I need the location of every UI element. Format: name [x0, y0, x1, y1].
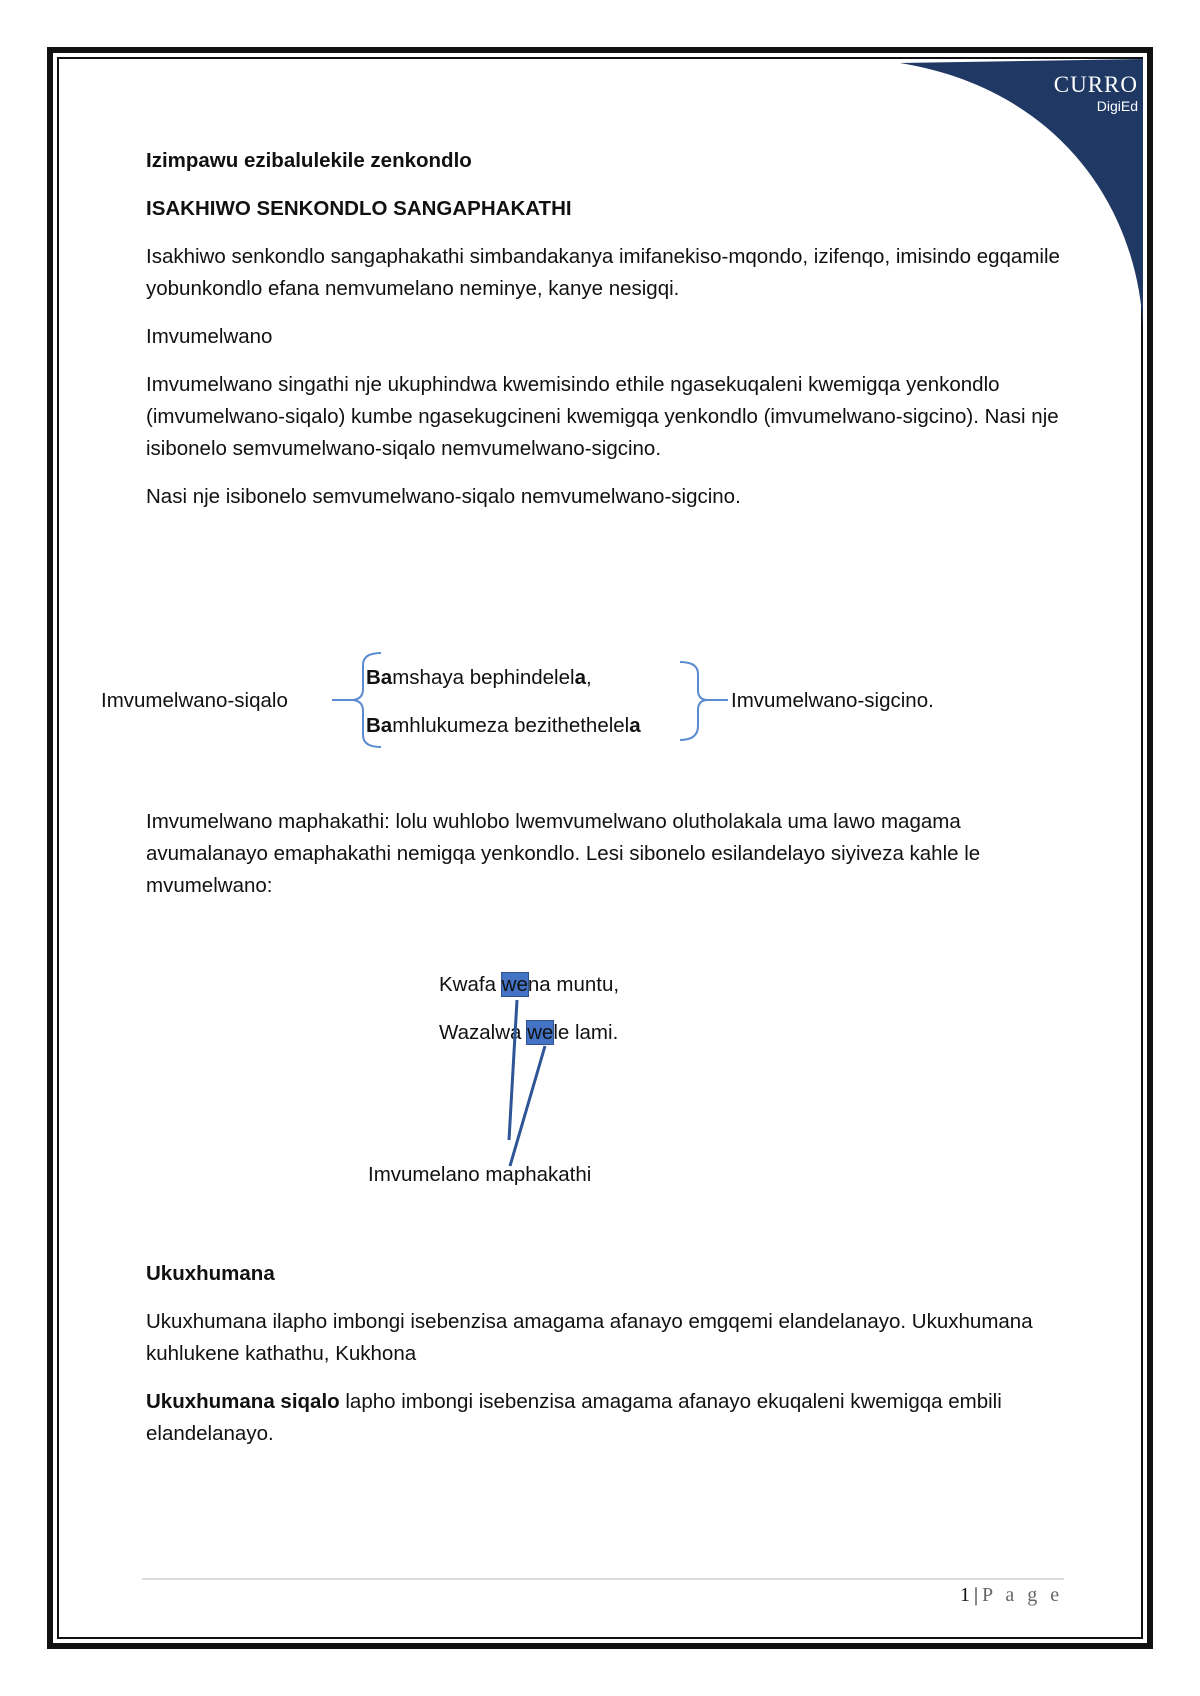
line1-mid: mshaya bephindelel	[392, 666, 575, 689]
label-imvumelwano: Imvumelwano	[146, 325, 273, 348]
internal-caption: Imvumelano maphakathi	[368, 1163, 592, 1186]
line1-punct: ,	[585, 666, 592, 689]
paragraph-nasi: Nasi nje isibonelo semvumelwano-siqalo nemvumelwano-sigcino.	[146, 485, 741, 508]
internal-line1-before: Kwafa	[439, 973, 502, 996]
logo-name: CURRO	[1053, 72, 1138, 97]
line1-start: Ba	[366, 666, 393, 689]
paragraph-isakhiwo: Isakhiwo senkondlo sangaphakathi simbandakanya imifanekiso-mqondo, izifenqo, imisindo egqamile yobunkondlo efana nemvumelano neminye, kanye nesigqi.	[146, 245, 1060, 300]
paragraph-ukuxhumana-siqalo	[146, 1386, 1066, 1450]
definition-ukuxhumana-siqalo: lapho imbongi isebenzisa amagama afanayo ekuqaleni kwemigqa embili elandelanayo.	[146, 1390, 1002, 1445]
paragraph-ukuxhumana: Ukuxhumana ilapho imbongi isebenzisa amagama afanayo emgqemi elandelanayo. Ukuxhumana kuhlukene kathathu, Kukhona	[146, 1310, 1033, 1365]
arrow-line-2	[510, 1046, 545, 1166]
arrow-line-1	[509, 1000, 517, 1140]
logo-sub: DigiEd	[1096, 98, 1138, 114]
page-number: 1	[960, 1584, 970, 1606]
page-footer	[960, 1584, 1063, 1607]
subheading: ISAKHIWO SENKONDLO SANGAPHAKATHI	[146, 197, 572, 220]
line2-end: a	[629, 714, 641, 737]
paragraph-imvumelwano: Imvumelwano singathi nje ukuphindwa kwemisindo ethile ngasekuqaleni kwemigqa yenkondlo (imvumelwano-siqalo) kumbe ngasekugcineni kwemigqa yenkondlo (imvumelwano-sigcino). Nasi nje isibonelo semvumelwano-siqalo nemvumelwano-sigcino.	[146, 373, 1059, 460]
internal-line2-highlight: we	[527, 1021, 554, 1044]
document-body-3	[146, 1258, 1066, 1466]
heading-ukuxhumana: Ukuxhumana	[146, 1262, 275, 1285]
paragraph-maphakathi: Imvumelwano maphakathi: lolu wuhlobo lwemvumelwano olutholakala uma lawo magama avumalanayo emaphakathi nemigqa yenkondlo. Lesi sibonelo esilandelayo siyiveza kahle le mvumelwano:	[146, 810, 981, 897]
term-ukuxhumana-siqalo: Ukuxhumana siqalo	[146, 1390, 340, 1413]
internal-line1-highlight: we	[501, 973, 528, 996]
heading: Izimpawu ezibalulekile zenkondlo	[146, 149, 472, 172]
right-label: Imvumelwano-sigcino.	[731, 689, 934, 712]
line2-start: Ba	[366, 714, 393, 737]
footer-divider	[142, 1578, 1064, 1580]
left-label: Imvumelwano-siqalo	[101, 689, 288, 712]
page-label: P a g e	[982, 1584, 1064, 1606]
line2-mid: mhlukumeza bezithethelel	[392, 714, 630, 737]
internal-line2-before: Wazalwa	[439, 1021, 528, 1044]
footer-separator: |	[974, 1584, 979, 1606]
internal-line1-after: na muntu,	[527, 973, 620, 996]
internal-line2-after: le lami.	[553, 1021, 619, 1044]
line1-end: a	[574, 666, 586, 689]
